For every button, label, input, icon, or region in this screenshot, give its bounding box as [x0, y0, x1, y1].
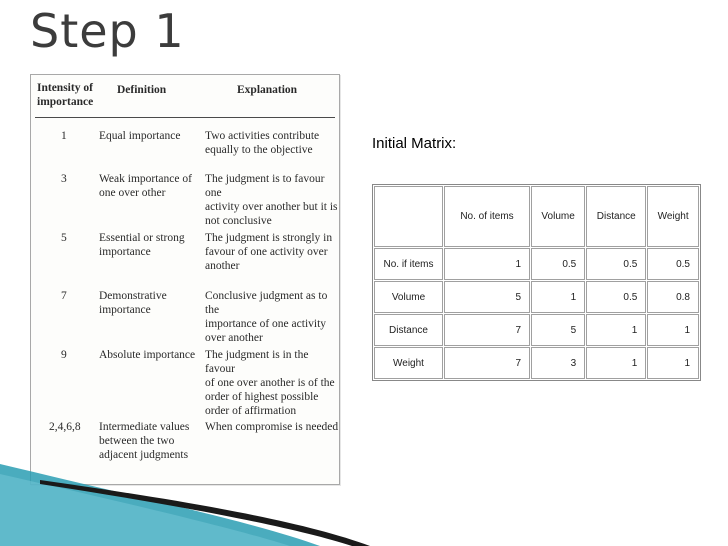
initial-matrix-table [372, 184, 701, 381]
row-intensity: 5 [61, 232, 67, 244]
row-definition [99, 289, 167, 317]
bottom-swoosh-decoration [0, 440, 728, 546]
def-line: importance [99, 246, 151, 258]
row-explanation [205, 172, 339, 228]
row-intensity: 3 [61, 173, 67, 185]
exp-line: favour of one activity over [205, 246, 328, 258]
def-line: Intermediate values [99, 421, 190, 433]
def-line: Demonstrative [99, 290, 167, 302]
row-explanation [205, 231, 332, 273]
exp-line: order of highest possible [205, 391, 319, 403]
exp-line: over another [205, 332, 263, 344]
row-label: Weight [374, 347, 443, 379]
header-intensity-text: Intensity of importance [37, 82, 94, 108]
def-line: Absolute importance [99, 349, 196, 361]
matrix-title: Initial Matrix: [372, 135, 457, 152]
teal-swoosh-light [0, 474, 290, 546]
table-row [374, 314, 699, 346]
row-definition [99, 172, 192, 200]
row-explanation [205, 420, 338, 434]
exp-line: of one over another is of the [205, 377, 335, 389]
column-header: Distance [586, 186, 646, 247]
matrix-cell: 1 [531, 281, 585, 313]
header-intensity [37, 81, 97, 109]
row-label: No. if items [374, 248, 443, 280]
matrix-cell: 5 [531, 314, 585, 346]
column-header: No. of items [444, 186, 530, 247]
exp-line: The judgment is in the favour [205, 349, 309, 375]
exp-line: order of affirmation [205, 405, 297, 417]
def-line: importance [99, 304, 151, 316]
def-line: one over other [99, 187, 166, 199]
exp-line: not conclusive [205, 215, 272, 227]
matrix-cell: 1 [647, 314, 699, 346]
matrix-cell: 0.5 [586, 248, 646, 280]
def-line: between the two [99, 435, 175, 447]
row-intensity: 2,4,6,8 [49, 421, 81, 433]
exp-line: importance of one activity [205, 318, 327, 330]
exp-line: Two activities contribute [205, 130, 320, 142]
matrix-cell: 5 [444, 281, 530, 313]
matrix-header-row [374, 186, 699, 247]
row-explanation [205, 348, 339, 418]
matrix-cell: 1 [586, 347, 646, 379]
matrix-cell: 0.5 [586, 281, 646, 313]
table-row [374, 281, 699, 313]
row-definition [99, 129, 180, 143]
slide-title: Step 1 [30, 4, 185, 58]
column-header: Volume [531, 186, 585, 247]
row-label: Distance [374, 314, 443, 346]
exp-line: activity over another but it is [205, 201, 338, 213]
matrix-corner-cell [374, 186, 443, 247]
matrix-cell: 1 [444, 248, 530, 280]
header-definition: Definition [117, 84, 167, 96]
matrix-cell: 7 [444, 314, 530, 346]
matrix-cell: 1 [647, 347, 699, 379]
matrix-cell: 3 [531, 347, 585, 379]
intensity-scale-table [30, 74, 340, 485]
matrix-cell: 0.5 [531, 248, 585, 280]
row-definition [99, 348, 195, 362]
row-intensity: 7 [61, 290, 67, 302]
matrix-cell: 0.5 [647, 248, 699, 280]
exp-line: Conclusive judgment as to the [205, 290, 328, 316]
row-explanation [205, 289, 339, 345]
table-row [374, 347, 699, 379]
row-label: Volume [374, 281, 443, 313]
column-header: Weight [647, 186, 699, 247]
table-row [374, 248, 699, 280]
matrix-cell: 1 [586, 314, 646, 346]
exp-line: another [205, 260, 240, 272]
def-line: adjacent judgments [99, 449, 189, 461]
exp-line: When compromise is needed [205, 421, 339, 433]
row-explanation [205, 129, 319, 157]
row-intensity: 1 [61, 130, 67, 142]
exp-line: The judgment is to favour one [205, 173, 325, 199]
matrix-cell: 7 [444, 347, 530, 379]
matrix-cell: 0.8 [647, 281, 699, 313]
exp-line: equally to the objective [205, 144, 313, 156]
header-divider [35, 117, 335, 118]
def-line: Essential or strong [99, 232, 185, 244]
header-explanation: Explanation [237, 84, 298, 96]
row-definition [99, 231, 185, 259]
exp-line: The judgment is strongly in [205, 232, 333, 244]
def-line: Equal importance [99, 130, 181, 142]
row-intensity: 9 [61, 349, 67, 361]
def-line: Weak importance of [99, 173, 192, 185]
